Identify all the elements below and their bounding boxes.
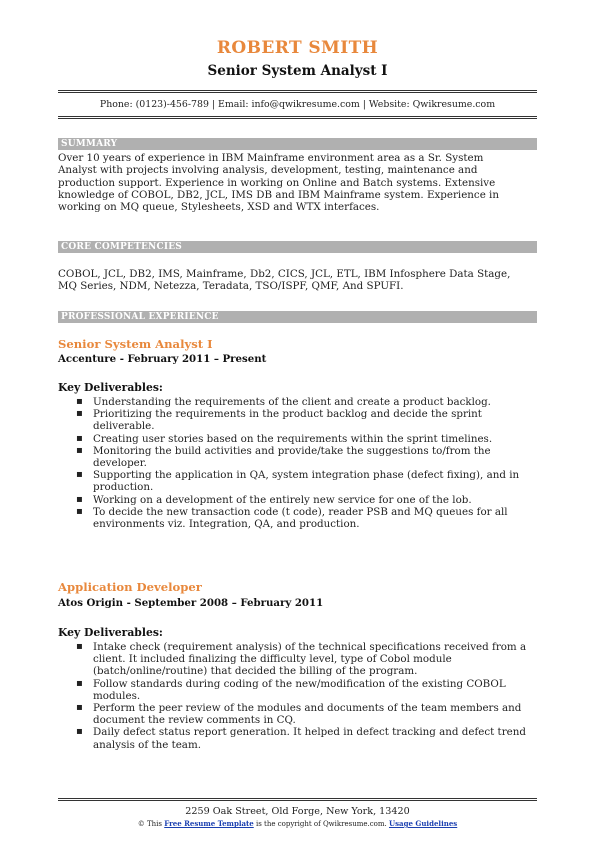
summary-line: knowledge of COBOL, DB2, JCL, IMS DB and IBM Mainframe system. Experience in — [58, 188, 499, 201]
job-company: Atos Origin - September 2008 – February 2011 — [58, 597, 324, 609]
footer-copyright — [58, 819, 537, 828]
bullet-icon: ▪ — [76, 505, 83, 517]
list-item: ▪ Follow standards during coding of the new/modification of the existing COBOL modules. — [76, 677, 506, 702]
bullet-icon: ▪ — [76, 444, 83, 456]
summary-text — [58, 152, 537, 213]
list-item: ▪ Intake check (requirement analysis) of the technical specifications received from a client. It included finalizing the difficulty level, type of Cobol module (batch/online/routine) that decided the billing of the program. — [76, 641, 527, 678]
job-role: Application Developer — [58, 580, 202, 594]
bullet-icon: ▪ — [76, 469, 83, 481]
bullet-icon: ▪ — [76, 432, 83, 444]
competencies-line: COBOL, JCL, DB2, IMS, Mainframe, Db2, CICS, JCL, ETL, IBM Infosphere Data Stage, — [58, 268, 511, 280]
bullet-icon: ▪ — [76, 726, 83, 738]
list-item: ▪ To decide the new transaction code (t code), reader PSB and MQ queues for all environments viz. Integration, QA, and production. — [76, 505, 508, 531]
job-company: Accenture - February 2011 – Present — [58, 353, 267, 365]
contact-line: Phone: (0123)-456-789 | Email: info@qwikresume.com | Website: Qwikresume.com — [99, 99, 496, 110]
summary-line: production support. Experience in working on Online and Batch systems. Extensive — [58, 176, 496, 189]
candidate-title: Senior System Analyst I — [207, 63, 388, 79]
competencies-text — [58, 268, 537, 293]
copyright-text: is the copyright of Qwikresume.com. — [255, 820, 387, 828]
deliverables-list — [58, 396, 537, 530]
list-item: ▪ Working on a development of the entirely new service for one of the lob. — [76, 493, 472, 506]
footer-rule — [58, 798, 537, 801]
bullet-icon: ▪ — [76, 677, 83, 689]
key-deliverables-label: Key Deliverables: — [58, 626, 163, 639]
section-experience-heading: PROFESSIONAL EXPERIENCE — [58, 311, 537, 323]
list-item: ▪ Prioritizing the requirements in the product backlog and decide the sprint deliverable. — [76, 408, 482, 433]
list-item: ▪ Monitoring the build activities and provide/take the suggestions to/from the developer. — [76, 444, 491, 470]
list-item: ▪ Perform the peer review of the modules and documents of the team members and document the review comments in CQ. — [76, 702, 522, 727]
summary-line: Over 10 years of experience in IBM Mainframe environment area as a Sr. System — [58, 152, 484, 164]
bullet-icon: ▪ — [76, 493, 83, 505]
section-summary-heading: SUMMARY — [58, 138, 537, 150]
copyright-prefix: © This — [137, 820, 162, 828]
list-item: ▪ Creating user stories based on the requirements within the sprint timelines. — [76, 432, 493, 445]
bullet-icon: ▪ — [76, 408, 83, 420]
candidate-name: ROBERT SMITH — [216, 38, 379, 58]
key-deliverables-label: Key Deliverables: — [58, 381, 163, 394]
usage-guidelines-link[interactable]: Usage Guidelines — [388, 819, 458, 828]
job-role: Senior System Analyst I — [58, 337, 213, 351]
competencies-line: MQ Series, NDM, Netezza, Teradata, TSO/ISPF, QMF, And SPUFI. — [58, 280, 404, 293]
bullet-icon: ▪ — [76, 396, 83, 407]
list-item: ▪ Daily defect status report generation. It helped in defect tracking and defect trend analysis of the team. — [76, 726, 526, 751]
header-rule-top — [58, 90, 537, 93]
list-item: ▪ Understanding the requirements of the client and create a product backlog. — [76, 396, 491, 408]
header-rule-bottom — [58, 116, 537, 119]
summary-line: working on MQ queue, Stylesheets, XSD and WTX interfaces. — [58, 201, 380, 214]
bullet-icon: ▪ — [76, 702, 83, 714]
free-resume-template-link[interactable]: Free Resume Template — [164, 819, 254, 828]
list-item: ▪ Supporting the application in QA, system integration phase (defect fixing), and in production. — [76, 469, 520, 494]
summary-line: Analyst with projects involving analysis, development, testing, maintenance and — [58, 164, 478, 177]
section-competencies-heading: CORE COMPETENCIES — [58, 241, 537, 253]
bullet-icon: ▪ — [76, 641, 83, 652]
footer-address: 2259 Oak Street, Old Forge, New York, 13420 — [185, 806, 410, 817]
deliverables-list — [58, 641, 537, 751]
